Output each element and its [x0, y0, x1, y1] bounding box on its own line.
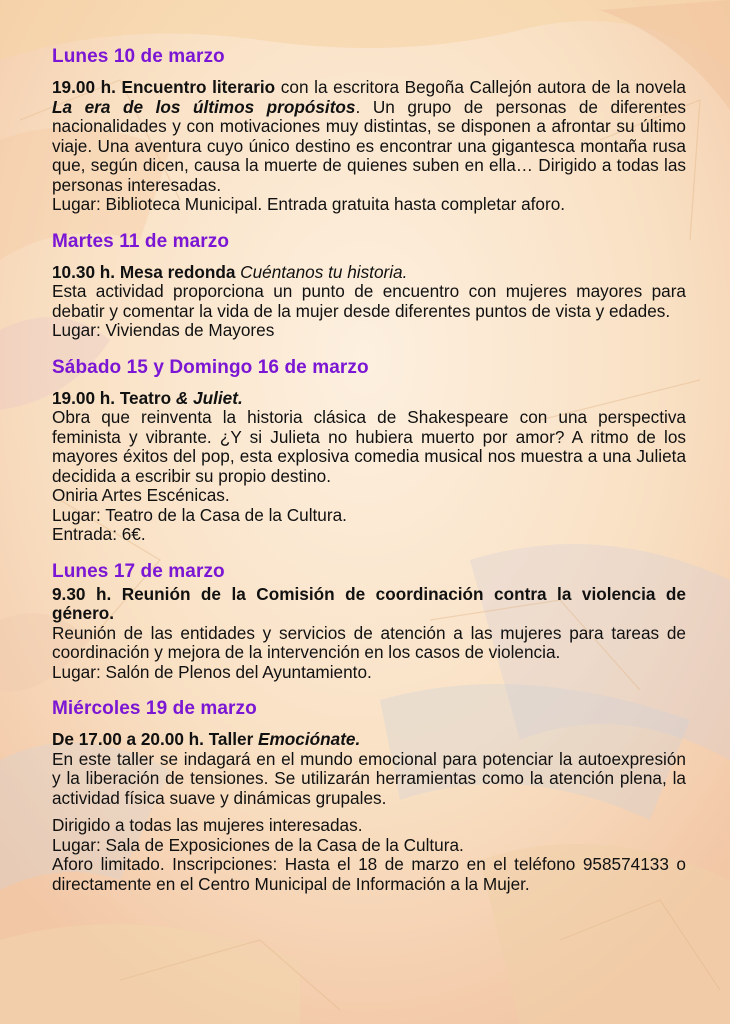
- event-title-line: [52, 263, 686, 283]
- event-description: [52, 78, 686, 195]
- event-description: Obra que reinventa la historia clásica de Shakespeare con una perspectiva feminista y vibrante. ¿Y si Julieta no hubiera muerto por amor? A ritmo de los mayores éxitos del pop, esta explosiva comedia musical nos muestra a una Julieta decidida a escribir su propio destino.: [52, 407, 686, 486]
- event-location: Lugar: Salón de Plenos del Ayuntamiento.: [52, 661, 372, 682]
- event-title-line: [52, 730, 686, 750]
- event-title-rest: con la escritora Begoña Callejón autora de la novela: [275, 77, 686, 97]
- event-price: Entrada: 6€.: [52, 524, 146, 544]
- event-lunes-10: [52, 46, 686, 215]
- event-description: Esta actividad proporciona un punto de encuentro con mujeres mayores para debatir y comentar la vida de la mujer desde diferentes puntos de vista y edades.: [52, 281, 686, 321]
- event-title: De 17.00 a 20.00 h. Taller: [52, 729, 254, 749]
- event-location: Lugar: Viviendas de Mayores: [52, 320, 275, 340]
- workshop-title: Emociónate.: [253, 729, 361, 749]
- event-martes-11: [52, 231, 686, 341]
- event-registration: Aforo limitado. Inscripciones: Hasta el 18 de marzo en el teléfono 958574133 o directamente en el Centro Municipal de Información a la Mujer.: [52, 854, 686, 894]
- event-date-heading: Sábado 15 y Domingo 16 de marzo: [52, 356, 369, 378]
- event-title: 9.30 h. Reunión de la Comisión de coordinación contra la violencia de género.: [52, 583, 686, 623]
- event-audience: Dirigido a todas las mujeres interesadas.: [52, 815, 363, 835]
- event-subtitle: Cuéntanos tu historia.: [235, 261, 408, 282]
- event-title: 19.00 h. Encuentro literario: [52, 77, 276, 97]
- event-date-heading: Lunes 17 de marzo: [52, 560, 225, 582]
- event-location: Lugar: Sala de Exposiciones de la Casa de la Cultura.: [52, 834, 464, 855]
- event-date-heading: Miércoles 19 de marzo: [52, 698, 257, 719]
- event-location: Lugar: Biblioteca Municipal. Entrada gratuita hasta completar aforo.: [52, 194, 566, 214]
- events-content: [52, 46, 686, 910]
- event-date-heading: Lunes 10 de marzo: [52, 46, 225, 67]
- event-sabado-15: [52, 357, 686, 545]
- event-miercoles-19: [52, 698, 686, 894]
- event-title: 10.30 h. Mesa redonda: [52, 261, 236, 282]
- event-company: Oniria Artes Escénicas.: [52, 485, 230, 505]
- event-date-heading: Martes 11 de marzo: [52, 230, 230, 252]
- event-summary: . Un grupo de personas de diferentes nacionalidades y con motivaciones muy distintas, se disponen a afrontar su último viaje. Una aventura cuyo único destino es encontrar una gigantesca montaña rusa que, según dicen, causa la muerte de quienes suben en ella… Dirigido a todas las personas interesadas.: [52, 96, 687, 195]
- event-title-line: [52, 389, 686, 409]
- book-title: La era de los últimos propósitos: [52, 96, 356, 117]
- event-title: 19.00 h. Teatro: [52, 387, 172, 408]
- event-description: En este taller se indagará en el mundo emocional para potenciar la autoexpresión y la liberación de tensiones. Se utilizarán herramientas como la atención plena, la actividad física suave y dinámicas grupales.: [52, 748, 686, 808]
- event-description: Reunión de las entidades y servicios de atención a las mujeres para tareas de coordinación y mejora de la intervención en los casos de violencia.: [52, 622, 686, 662]
- event-location: Lugar: Teatro de la Casa de la Cultura.: [52, 504, 347, 525]
- event-lunes-17: [52, 561, 686, 683]
- play-title: & Juliet.: [171, 387, 243, 408]
